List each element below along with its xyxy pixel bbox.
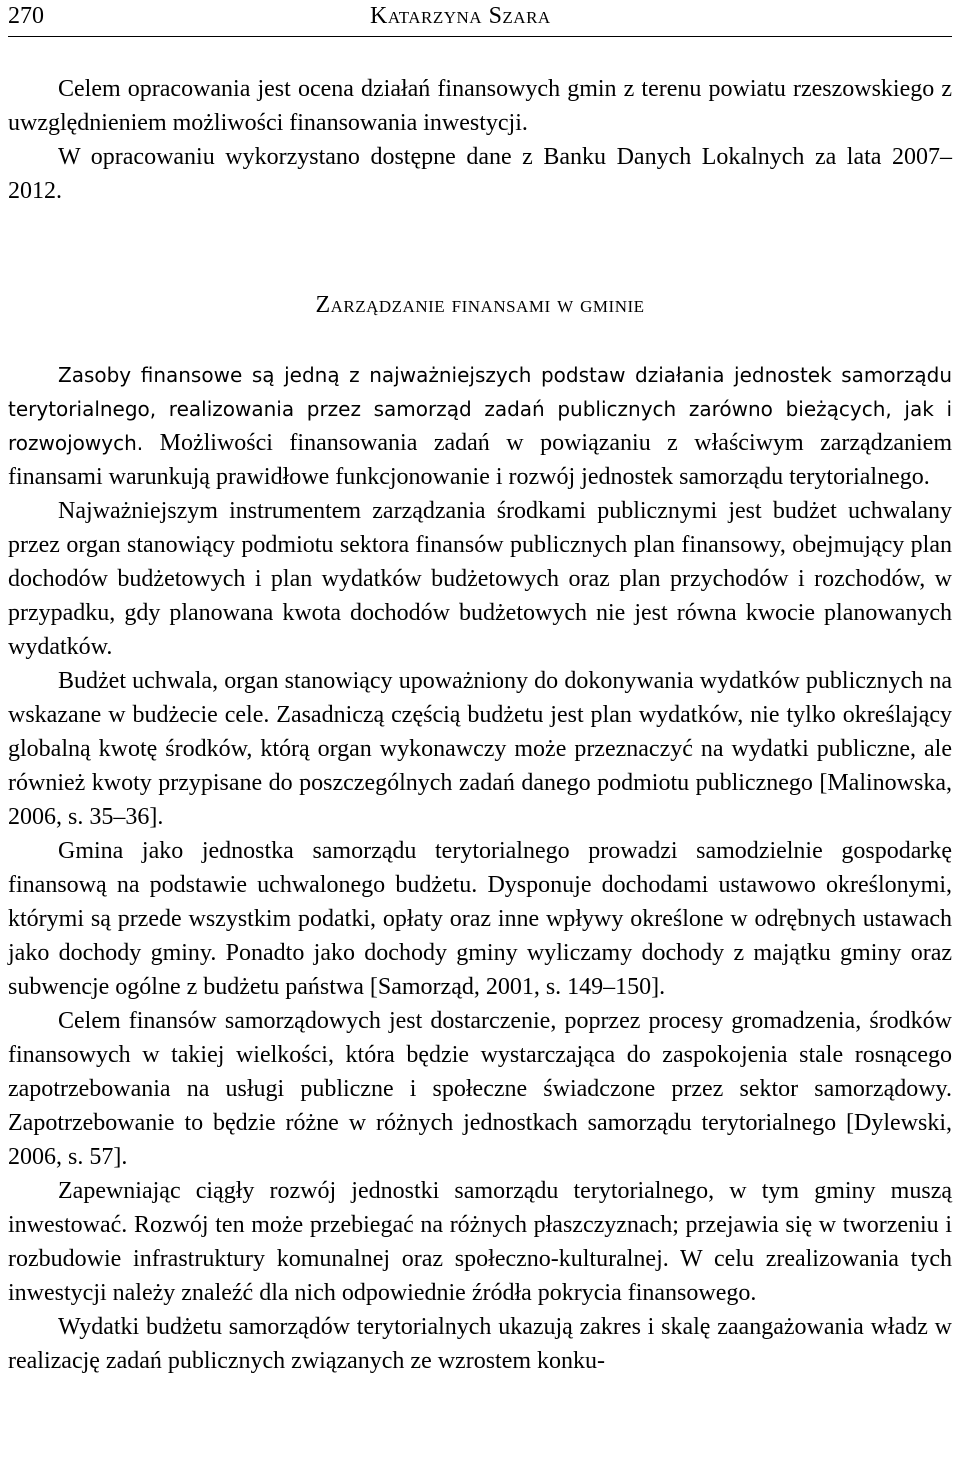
- section-paragraph-3: Budżet uchwala, organ stanowiący upoważniony do dokonywania wydatków publicznych na wskazane w budżecie cele. Zasadniczą częścią budżetu jest plan wydatków, nie tylko określający globalną kwotę środków, którą organ wykonawczy może przeznaczyć na wydatki publiczne, ale również kwoty przypisane do poszczególnych zadań danego podmiotu publicznego [Malinowska, 2006, s. 35–36].: [8, 668, 952, 830]
- section-paragraph-5: Celem finansów samorządowych jest dostarczenie, poprzez procesy gromadzenia, środków finansowych w takiej wielkości, która będzie wystarczająca do zaspokojenia stale rosnącego zapotrzebowania na usługi publiczne i społeczne świadczone przez sektor samorządowy. Zapotrzebowanie to będzie różne w różnych jednostkach samorządu terytorialnego [Dylewski, 2006, s. 57].: [8, 1008, 952, 1170]
- page-number: 270: [8, 3, 44, 29]
- section-paragraph-1-part-a: Zasoby finansowe są jedną z najważniejszych podstaw działania jednostek samorządu terytorialnego, realizowania przez samorząd zadań publicznych zarówno bieżących, jak i rozwojowych.: [8, 363, 952, 455]
- section-paragraph-6: Zapewniając ciągły rozwój jednostki samorządu terytorialnego, w tym gminy muszą inwestować. Rozwój ten może przebiegać na różnych płaszczyznach; przejawia się w tworzeniu i rozbudowie infrastruktury komunalnej oraz społeczno-kulturalnej. W celu zrealizowania tych inwestycji należy znaleźć dla nich odpowiednie źródła pokrycia finansowego.: [8, 1178, 952, 1306]
- section-paragraph-1: [8, 358, 952, 494]
- page-body: [8, 72, 952, 1378]
- section-heading: Zarządzanie finansami w gminie: [315, 292, 645, 318]
- section-paragraph-7: Wydatki budżetu samorządów terytorialnych ukazują zakres i skalę zaangażowania władz w realizację zadań publicznych związanych ze wzrostem konku-: [8, 1314, 952, 1374]
- section-paragraph-4: Gmina jako jednostka samorządu terytorialnego prowadzi samodzielnie gospodarkę finansową na podstawie uchwalonego budżetu. Dysponuje dochodami ustawowo określonymi, którymi są przede wszystkim podatki, opłaty oraz inne wpływy określone w odrębnych ustawach jako dochody gminy. Ponadto jako dochody gminy wyliczamy dochody z majątku gminy oraz subwencje ogólne z budżetu państwa [Samorząd, 2001, s. 149–150].: [8, 838, 952, 1000]
- intro-paragraph-2: W opracowaniu wykorzystano dostępne dane z Banku Danych Lokalnych za lata 2007–2012.: [8, 144, 952, 204]
- running-head-author: Katarzyna Szara: [370, 3, 551, 29]
- section-paragraph-2: Najważniejszym instrumentem zarządzania środkami publicznymi jest budżet uchwalany przez organ stanowiący podmiotu sektora finansów publicznych plan finansowy, obejmujący plan dochodów budżetowych i plan wydatków budżetowych oraz plan przychodów i rozchodów, w przypadku, gdy planowana kwota dochodów budżetowych nie jest równa kwocie planowanych wydatków.: [8, 498, 952, 660]
- section-paragraph-1-part-b: Możliwości finansowania zadań w powiązaniu z właściwym zarządzaniem finansami warunkują prawidłowe funkcjonowanie i rozwój jednostek samorządu terytorialnego.: [8, 430, 952, 490]
- page-header: [8, 0, 952, 37]
- intro-paragraph-1: Celem opracowania jest ocena działań finansowych gmin z terenu powiatu rzeszowskiego z uwzględnieniem możliwości finansowania inwestycji.: [8, 76, 952, 136]
